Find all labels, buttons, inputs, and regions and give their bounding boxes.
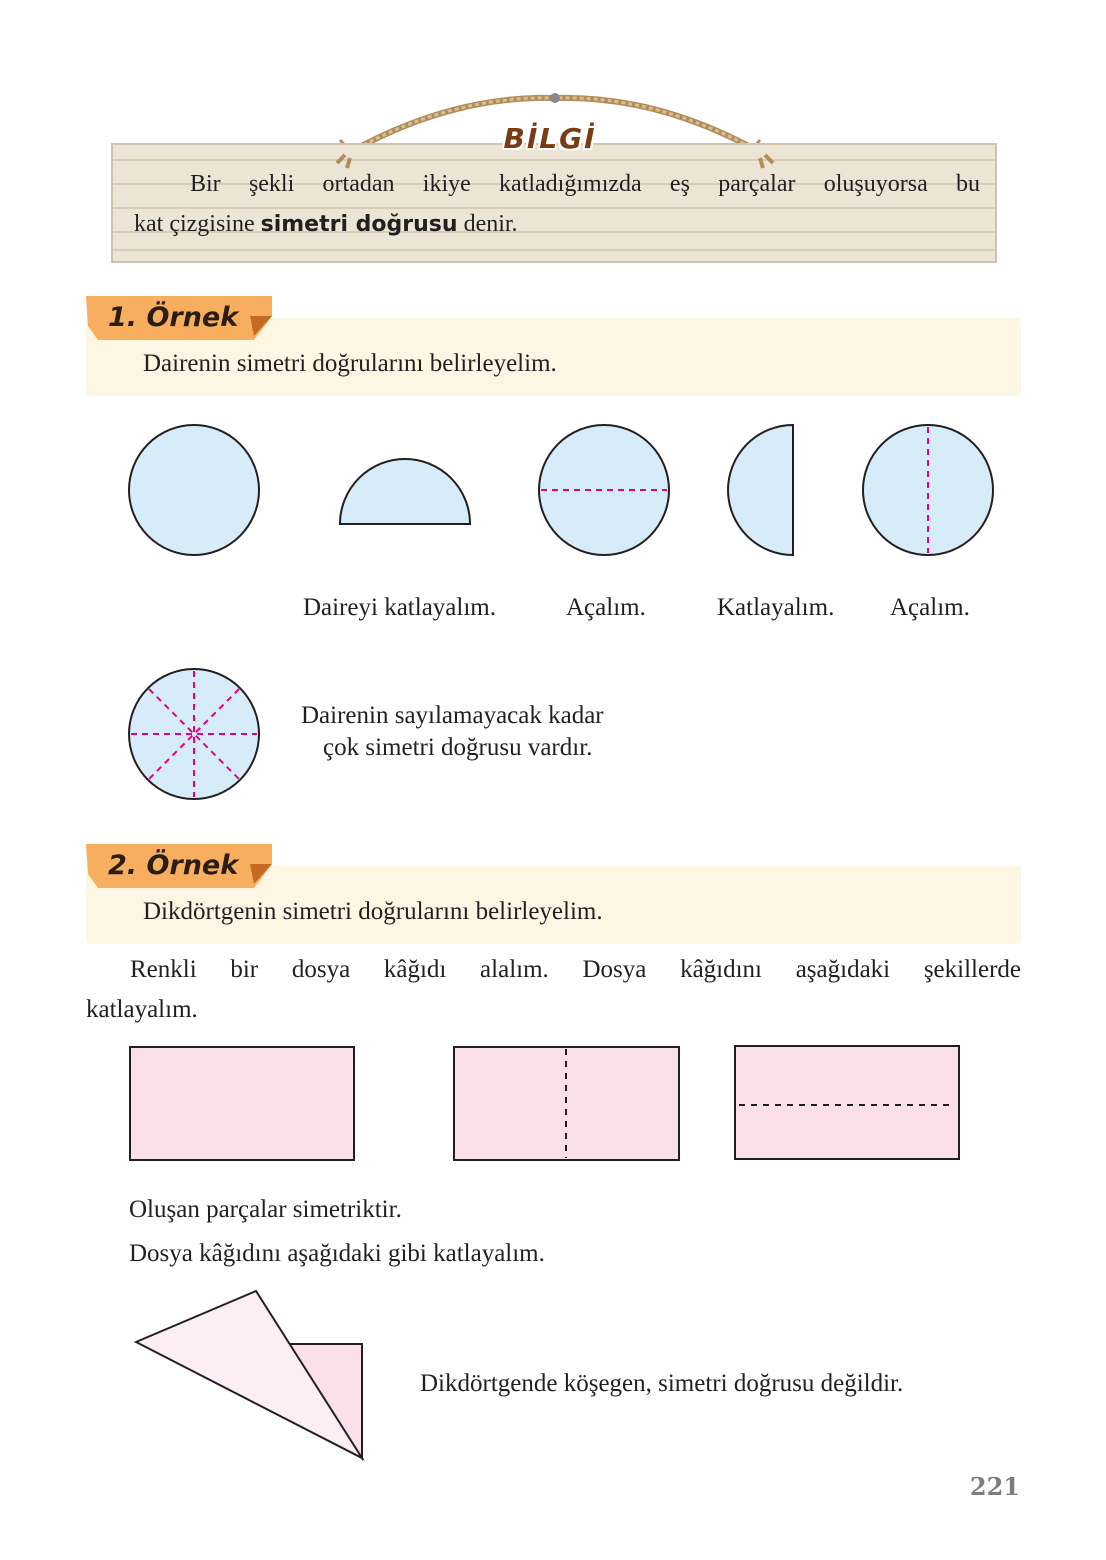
example2-prompt: Dikdörtgenin simetri doğrularını belirleyelim. [143, 898, 603, 925]
circle-folding-sequence [0, 410, 1106, 570]
circle-many-symmetry-lines [120, 660, 270, 810]
example2-intro-line1: Renkli bir dosya kâğıdı alalım. Dosya kâğıdını aşağıdaki şekillerde [130, 956, 1021, 983]
circle-with-horizontal-line [539, 425, 669, 555]
diagonal-note: Dikdörtgende köşegen, simetri doğrusu değildir. [420, 1370, 904, 1397]
instruction-text: Dosya kâğıdını aşağıdaki gibi katlayalım. [129, 1240, 545, 1267]
full-circle [129, 425, 259, 555]
bilgi-title: BİLGİ [503, 122, 597, 155]
bilgi-text-line1: Bir şekli ortadan ikiye katladığımızda eş parçalar oluşuyorsa bu [190, 171, 980, 197]
circle-conclusion-line1: Dairenin sayılamayacak kadar [301, 702, 604, 729]
diagonal-fold-figure [120, 1280, 380, 1470]
half-circle-horizontal [340, 459, 470, 524]
bilgi-text-plain-end: denir. [457, 211, 518, 237]
bilgi-text-line2 [134, 204, 518, 245]
half-circle-vertical [728, 425, 793, 555]
example1-label: 1. Örnek [108, 302, 239, 333]
result-text: Oluşan parçalar simetriktir. [129, 1196, 402, 1223]
bilgi-text-plain: kat çizgisine [134, 211, 261, 237]
caption-open-1: Açalım. [566, 594, 646, 621]
caption-open-2: Açalım. [890, 594, 970, 621]
bilgi-keyword: simetri doğrusu [260, 212, 458, 237]
rectangle-horizontal-fold [735, 1046, 959, 1159]
circle-conclusion-line2: çok simetri doğrusu vardır. [323, 734, 593, 761]
caption-fold-circle: Daireyi katlayalım. [303, 594, 496, 621]
circle-with-vertical-line [863, 425, 993, 555]
page-number: 221 [969, 1472, 1020, 1501]
caption-fold-again: Katlayalım. [717, 594, 835, 621]
example2-label: 2. Örnek [108, 850, 239, 881]
rectangle-folding-sequence [0, 1040, 1106, 1170]
example1-prompt: Dairenin simetri doğrularını belirleyelim. [143, 350, 557, 377]
example2-intro-line2: katlayalım. [86, 996, 198, 1023]
plain-rectangle [130, 1047, 354, 1160]
